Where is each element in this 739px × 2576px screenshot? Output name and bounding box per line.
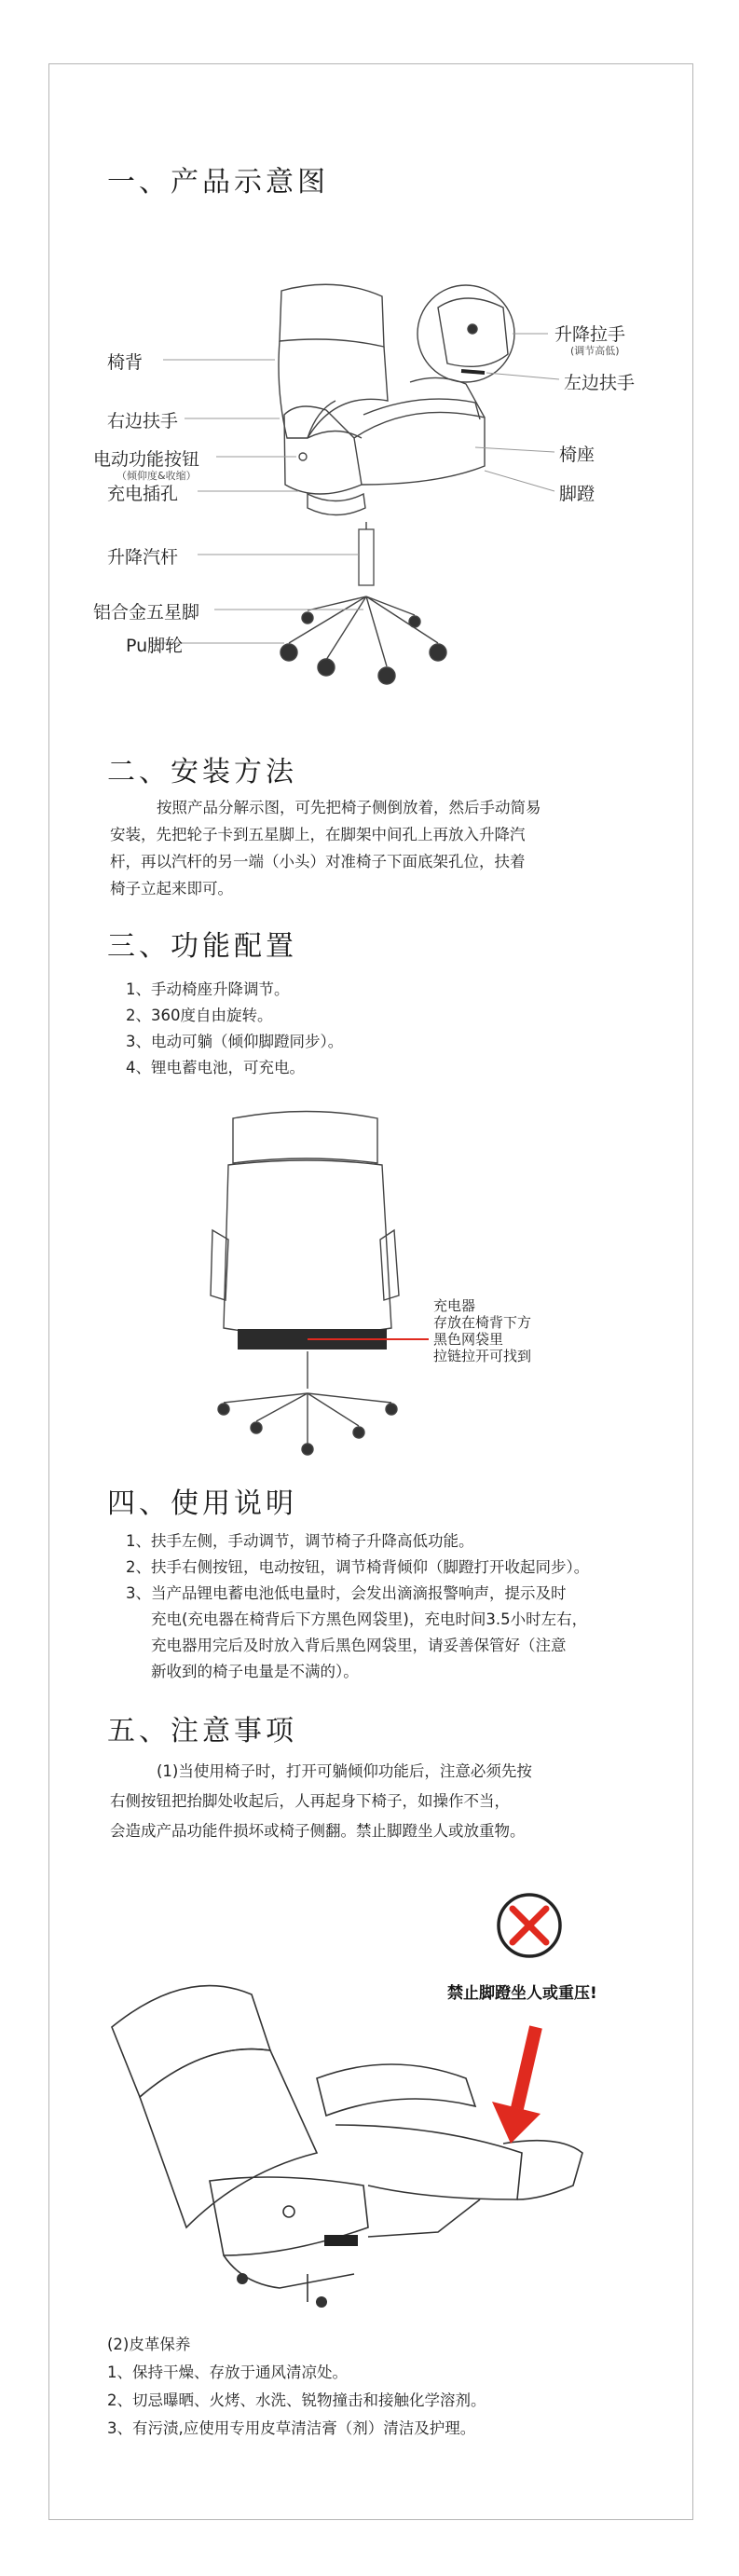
- label-aluminum-base: 铝合金五星脚: [93, 602, 200, 623]
- feature-item-4: 4、锂电蓄电池，可充电。: [126, 1059, 305, 1076]
- charger-note-line-2: 存放在椅背下方: [433, 1314, 532, 1331]
- label-lift-handle: 升降拉手: [554, 324, 626, 345]
- leather-care-title: (2)皮革保养: [107, 2336, 191, 2353]
- label-lift-handle-note: (调节高低): [570, 345, 620, 357]
- section-4-title: 四、使用说明: [107, 1487, 297, 1520]
- usage-item-3-cont-2: 充电器用完后及时放入背后黑色网袋里，请妥善保管好（注意: [151, 1637, 567, 1654]
- install-line-1: 按照产品分解示图，可先把椅子侧倒放着，然后手动简易: [157, 799, 541, 816]
- section-2-title: 二、安装方法: [107, 756, 297, 788]
- charger-note-line-4: 拉链拉开可找到: [433, 1348, 532, 1364]
- section-5-title: 五、注意事项: [107, 1715, 297, 1747]
- usage-item-2: 2、扶手右侧按钮，电动按钮，调节椅背倾仰（脚蹬打开收起同步）。: [126, 1558, 590, 1576]
- usage-item-1: 1、扶手左侧，手动调节，调节椅子升降高低功能。: [126, 1532, 474, 1550]
- label-electric-button: 电动功能按钮: [93, 449, 200, 470]
- section-1-title: 一、产品示意图: [107, 166, 329, 199]
- caution-line-3: 会造成产品功能件损坏或椅子侧翻。禁止脚蹬坐人或放重物。: [110, 1822, 526, 1840]
- caution-line-2: 右侧按钮把抬脚处收起后，人再起身下椅子，如操作不当，: [110, 1792, 510, 1810]
- label-chair-back: 椅背: [107, 352, 144, 373]
- leather-care-item-3: 3、有污渍,应使用专用皮草清洁膏（剂）清洁及护理。: [107, 2419, 476, 2437]
- install-line-3: 杆，再以汽杆的另一端（小头）对准椅子下面底架孔位，扶着: [110, 853, 526, 870]
- warning-text: 禁止脚蹬坐人或重压!: [447, 1984, 597, 2003]
- caution-line-1: (1)当使用椅子时，打开可躺倾仰功能后，注意必须先按: [157, 1762, 532, 1780]
- label-footrest: 脚蹬: [559, 484, 595, 504]
- label-pu-caster: Pu脚轮: [126, 636, 184, 656]
- label-left-armrest: 左边扶手: [564, 373, 636, 393]
- section-3-title: 三、功能配置: [107, 930, 297, 963]
- feature-item-3: 3、电动可躺（倾仰脚蹬同步）。: [126, 1033, 344, 1050]
- label-charge-port: 充电插孔: [107, 484, 179, 504]
- charger-note-line-1: 充电器: [433, 1297, 476, 1314]
- label-seat: 椅座: [559, 445, 595, 465]
- usage-item-3-cont-1: 充电(充电器在椅背后下方黑色网袋里)，充电时间3.5小时左右，: [151, 1610, 588, 1628]
- label-right-armrest: 右边扶手: [107, 411, 179, 432]
- charger-note-line-3: 黑色网袋里: [433, 1331, 504, 1348]
- leather-care-item-2: 2、切忌曝晒、火烤、水洗、锐物撞击和接触化学溶剂。: [107, 2391, 486, 2409]
- install-line-4: 椅子立起来即可。: [110, 880, 233, 897]
- label-electric-button-note: （倾仰度&收缩）: [116, 470, 197, 482]
- leather-care-item-1: 1、保持干燥、存放于通风清凉处。: [107, 2364, 348, 2381]
- label-gas-lift: 升降汽杆: [107, 547, 179, 568]
- feature-item-2: 2、360度自由旋转。: [126, 1007, 273, 1024]
- feature-item-1: 1、手动椅座升降调节。: [126, 980, 290, 998]
- usage-item-3: 3、当产品锂电蓄电池低电量时，会发出滴滴报警响声，提示及时: [126, 1584, 567, 1602]
- usage-item-3-cont-3: 新收到的椅子电量是不满的）。: [151, 1663, 359, 1680]
- install-line-2: 安装，先把轮子卡到五星脚上，在脚架中间孔上再放入升降汽: [110, 826, 526, 843]
